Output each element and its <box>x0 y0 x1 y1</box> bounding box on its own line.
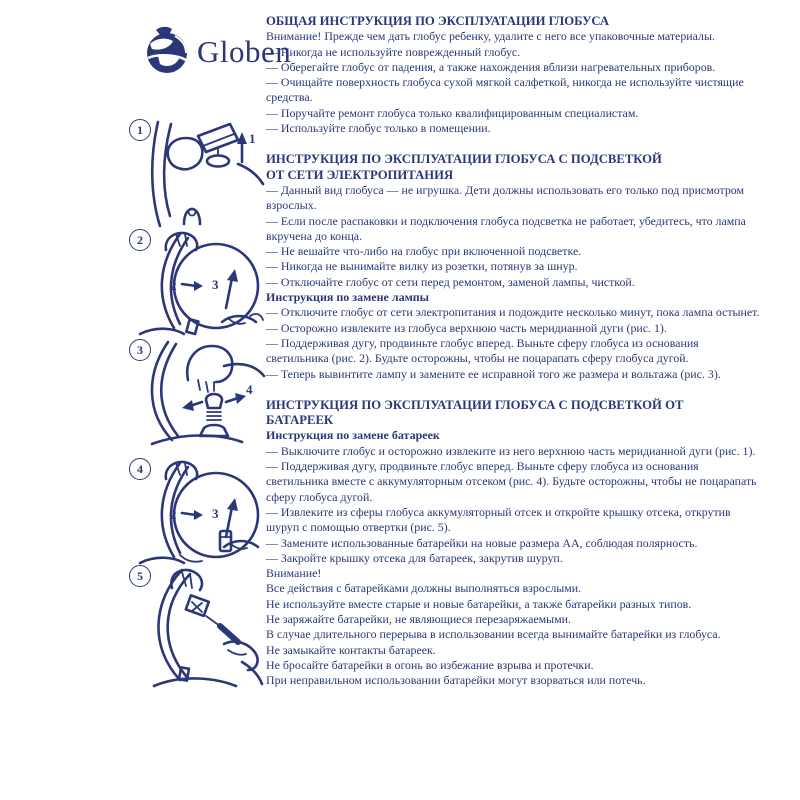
instruction-paragraph: — Если после распаковки и подключения глобуса подсветка не работает, убедитесь, что лампа вкручена до конца. <box>266 213 746 243</box>
section-title-line: ОБЩАЯ ИНСТРУКЦИЯ ПО ЭКСПЛУАТАЦИИ ГЛОБУСА <box>266 14 610 28</box>
svg-text:1: 1 <box>249 131 256 146</box>
instruction-paragraph: — Поручайте ремонт глобуса только квалифицированным специалистам. <box>266 105 639 120</box>
instruction-paragraph: — Теперь вывинтите лампу и замените ее исправной того же размера и вольтажа (рис. 3). <box>266 366 721 381</box>
instruction-paragraph: — Выключите глобус и осторожно извлеките из него верхнюю часть меридианной дуги (рис. 1). <box>266 443 756 458</box>
section-general <box>266 14 762 136</box>
svg-text:3: 3 <box>212 277 219 292</box>
instruction-paragraph: — Отключайте глобус от сети перед ремонтом, заменой лампы, чисткой. <box>266 274 635 289</box>
figure-5-number-badge: 5 <box>129 565 151 587</box>
instruction-paragraph: — Никогда не используйте поврежденный глобус. <box>266 44 521 59</box>
instruction-paragraph: — Поддерживая дугу, продвиньте глобус вперед. Выньте сферу глобуса из основания светильника вместе с аккумуляторным отсеком (рис. 4). Будьте осторожны, чтобы не поцарапать сферу глобуса дугой. <box>266 459 757 504</box>
instruction-paragraph: Не замыкайте контакты батареек. <box>266 642 436 657</box>
instruction-paragraph: Внимание! <box>266 566 322 581</box>
instruction-paragraph: — Оберегайте глобус от падения, а также нахождения вблизи нагревательных приборов. <box>266 59 716 74</box>
instruction-paragraph: В случае длительного перерыва в использовании всегда вынимайте батарейки из глобуса. <box>266 627 721 642</box>
figure-2-number-badge: 2 <box>129 229 151 251</box>
globe-icon <box>142 26 196 76</box>
subsection-title: Инструкция по замене батареек <box>266 428 440 443</box>
figure-4-number-badge: 4 <box>129 458 151 480</box>
instruction-paragraph: — Очищайте поверхность глобуса сухой мягкой салфеткой, никогда не используйте чистящие средства. <box>266 75 744 105</box>
instruction-paragraph: — Никогда не вынимайте вилку из розетки, потянув за шнур. <box>266 259 578 274</box>
instruction-paragraph: Не заряжайте батарейки, не являющиеся перезаряжаемыми. <box>266 611 572 626</box>
instruction-paragraph: — Замените использованные батарейки на новые размера АА, соблюдая полярность. <box>266 535 698 550</box>
figure-1-number-badge: 1 <box>129 119 151 141</box>
figure-3-number-badge: 3 <box>129 339 151 361</box>
figure-1 <box>124 116 266 230</box>
section-title-line: ИНСТРУКЦИЯ ПО ЭКСПЛУАТАЦИИ ГЛОБУСА С ПОДСВЕТКОЙ <box>266 152 662 167</box>
instruction-paragraph: Внимание! Прежде чем дать глобус ребенку, удалите с него все упаковочные материалы. <box>266 29 715 44</box>
instruction-text-column <box>266 14 762 688</box>
section-battery-power <box>266 398 762 689</box>
figure-5 <box>124 562 266 698</box>
instruction-paragraph: — Используйте глобус только в помещении. <box>266 121 491 136</box>
figure-3 <box>124 336 266 450</box>
section-title <box>266 398 762 429</box>
instruction-paragraph: — Закройте крышку отсека для батареек, закрутив шуруп. <box>266 550 563 565</box>
instruction-paragraph: Не используйте вместе старые и новые батарейки, а также батарейки разных типов. <box>266 596 692 611</box>
figure-4 <box>124 455 266 569</box>
section-title-line: БАТАРЕЕК <box>266 413 334 428</box>
instruction-paragraph: — Не вешайте что-либо на глобус при включенной подсветке. <box>266 244 582 259</box>
svg-text:3: 3 <box>212 506 219 521</box>
logo-text: Globen <box>197 33 292 69</box>
figure-2 <box>124 226 266 340</box>
instruction-paragraph: — Данный вид глобуса — не игрушка. Дети должны использовать его только под присмотром взрослых. <box>266 182 745 213</box>
section-title <box>266 152 762 183</box>
section-title-line: ИНСТРУКЦИЯ ПО ЭКСПЛУАТАЦИИ ГЛОБУСА С ПОДСВЕТКОЙ ОТ <box>266 397 684 412</box>
subsection-title: Инструкция по замене лампы <box>266 290 430 305</box>
svg-text:2: 2 <box>170 507 177 522</box>
instruction-paragraph: При неправильном использовании батарейки могут взорваться или потечь. <box>266 673 646 688</box>
instruction-paragraph: Не бросайте батарейки в огонь во избежание взрыва и протечки. <box>266 657 594 672</box>
instruction-paragraph: — Поддерживая дугу, продвиньте глобус вперед. Выньте сферу глобуса из основания светильника (рис. 2). Будьте осторожны, чтобы не поцарапать сферу глобуса дугой. <box>266 335 699 366</box>
svg-text:2: 2 <box>170 278 177 293</box>
section-title <box>266 14 762 29</box>
section-title-line: ОТ СЕТИ ЭЛЕКТРОПИТАНИЯ <box>266 167 454 182</box>
section-mains-power <box>266 152 762 381</box>
instruction-paragraph: Все действия с батарейками должны выполняться взрослыми. <box>266 581 582 596</box>
instruction-paragraph: — Извлеките из сферы глобуса аккумуляторный отсек и откройте крышку отсека, открутив шуруп с помощью отвертки (рис. 5). <box>266 504 731 535</box>
instruction-paragraph: — Осторожно извлеките из глобуса верхнюю часть меридианной дуги (рис. 1). <box>266 320 667 335</box>
svg-text:4: 4 <box>246 382 253 397</box>
instruction-paragraph: — Отключите глобус от сети электропитания и подождите несколько минут, пока лампа остынет. <box>266 305 760 320</box>
